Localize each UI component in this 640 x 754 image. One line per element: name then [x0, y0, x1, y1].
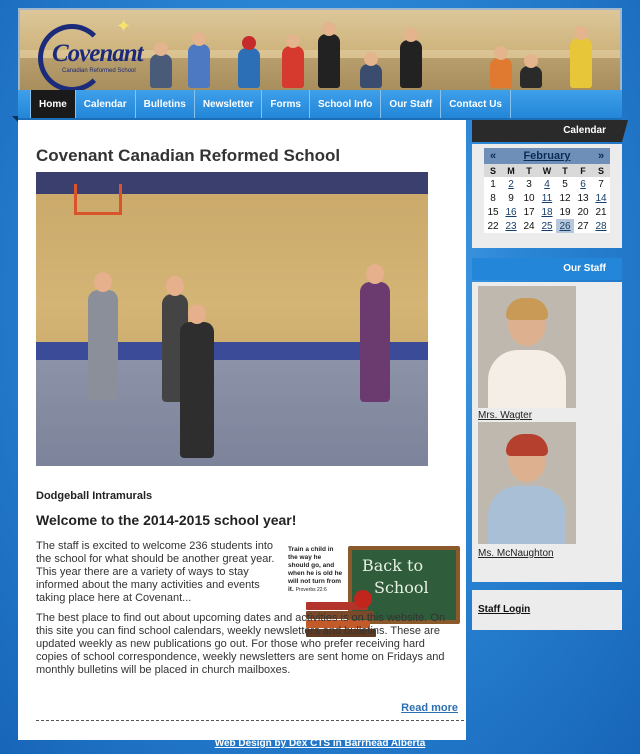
calendar-day[interactable]: 4	[544, 178, 550, 190]
weekday-header: S	[592, 164, 610, 177]
calendar-day: 5	[562, 178, 568, 190]
main-nav	[18, 90, 622, 120]
calendar-day: 7	[598, 178, 604, 190]
banner-student	[188, 44, 210, 88]
calendar-day: 9	[508, 192, 514, 204]
calendar-day: 19	[559, 206, 571, 218]
banner-student	[238, 48, 260, 88]
banner-student	[360, 64, 382, 88]
photo-person	[180, 322, 214, 458]
staff-link[interactable]: Mrs. Wagter	[478, 410, 533, 421]
calendar-day[interactable]: 2	[508, 178, 514, 190]
calendar-day: 10	[523, 192, 535, 204]
welcome-heading: Welcome to the 2014-2015 school year!	[36, 512, 297, 528]
calendar-day: 15	[487, 206, 499, 218]
calendar-day: 8	[490, 192, 496, 204]
calendar-day: 1	[490, 178, 496, 190]
logo-subtitle: Canadian Reformed School	[62, 68, 136, 74]
calendar-day[interactable]: 26	[556, 219, 574, 233]
staff-widget	[472, 282, 622, 582]
star-icon: ✦	[116, 16, 132, 36]
page-title: Covenant Canadian Reformed School	[36, 146, 341, 165]
basketball-hoop	[74, 184, 122, 215]
banner-student	[282, 46, 304, 88]
login-widget	[472, 590, 622, 630]
calendar-day: 24	[523, 220, 535, 232]
banner-student	[520, 66, 542, 88]
staff-link[interactable]: Ms. McNaughton	[478, 548, 554, 559]
photo-person	[88, 290, 118, 400]
footer-credit-link[interactable]: Web Design by Dex CTS in Barrhead Alberta	[214, 738, 426, 749]
calendar-day: 13	[577, 192, 589, 204]
banner-student	[150, 54, 172, 88]
school-logo[interactable]	[38, 16, 148, 84]
calendar-day[interactable]: 23	[505, 220, 517, 232]
photo-person	[360, 282, 390, 402]
logo-name: Covenant	[52, 40, 143, 67]
weekday-header: T	[556, 164, 574, 177]
banner-student	[490, 58, 512, 88]
calendar-day[interactable]: 25	[541, 220, 553, 232]
photo-caption: Dodgeball Intramurals	[36, 490, 153, 502]
prev-month-button[interactable]: «	[484, 148, 502, 164]
nav-forms[interactable]: Forms	[262, 90, 310, 118]
header-banner	[18, 8, 622, 94]
calendar-table	[484, 148, 610, 233]
next-month-button[interactable]: »	[592, 148, 610, 164]
calendar-widget	[472, 144, 622, 248]
calendar-day: 3	[526, 178, 532, 190]
calendar-day[interactable]: 16	[505, 206, 517, 218]
nav-newsletter[interactable]: Newsletter	[195, 90, 263, 118]
calendar-header: Calendar	[472, 120, 622, 142]
banner-student	[570, 38, 592, 88]
calendar-day[interactable]: 11	[541, 192, 553, 204]
main-content	[18, 120, 466, 740]
sidebar	[472, 120, 622, 630]
weekday-header: F	[574, 164, 592, 177]
staff-photo[interactable]	[478, 286, 576, 408]
welcome-paragraph-1: The staff is excited to welcome 236 students into the school for what should be another great year. This year there are a variety of ways to stay informed about the many activities and events taking place here at Covenant...	[36, 540, 275, 604]
calendar-day: 22	[487, 220, 499, 232]
calendar-day[interactable]: 18	[541, 206, 553, 218]
calendar-day: 20	[577, 206, 589, 218]
welcome-paragraph-2: The best place to find out about upcoming dates and activities is on this website. On this site you can find school calendars, weekly newsletters and bulletins. These are updated weekly as new publications go out. For those who prefer receiving hard copies of school correspondence, weekly newsletters are sent home on Fridays and monthly bulletins will be placed in church mailboxes.	[36, 612, 446, 676]
staff-header: Our Staff	[472, 258, 622, 280]
dashed-divider	[36, 720, 464, 721]
weekday-header: M	[502, 164, 520, 177]
nav-bulletins[interactable]: Bulletins	[136, 90, 195, 118]
banner-student	[318, 34, 340, 88]
weekday-header: S	[484, 164, 502, 177]
apple-icon	[354, 590, 372, 608]
image-quote: Train a child in the way he should go, and when he is old he will not turn from it. Proverbs 22:6	[288, 546, 343, 593]
staff-login-link[interactable]: Staff Login	[478, 604, 531, 615]
calendar-day[interactable]: 6	[580, 178, 586, 190]
calendar-day: 21	[595, 206, 607, 218]
calendar-day[interactable]: 14	[595, 192, 607, 204]
weekday-header: T	[520, 164, 538, 177]
nav-our-staff[interactable]: Our Staff	[381, 90, 441, 118]
calendar-day: 17	[523, 206, 535, 218]
calendar-day: 12	[559, 192, 571, 204]
nav-home[interactable]: Home	[30, 90, 76, 118]
read-more-link[interactable]: Read more	[401, 702, 458, 714]
nav-calendar[interactable]: Calendar	[76, 90, 136, 118]
calendar-month[interactable]: February	[502, 148, 592, 164]
calendar-day: 27	[577, 220, 589, 232]
calendar-day[interactable]: 28	[595, 220, 607, 232]
dodgeball-photo	[36, 172, 428, 466]
chalkboard: Back to School	[348, 546, 460, 624]
staff-photo[interactable]	[478, 422, 576, 544]
nav-school-info[interactable]: School Info	[310, 90, 381, 118]
weekday-header: W	[538, 164, 556, 177]
banner-student	[400, 40, 422, 88]
nav-contact-us[interactable]: Contact Us	[441, 90, 511, 118]
